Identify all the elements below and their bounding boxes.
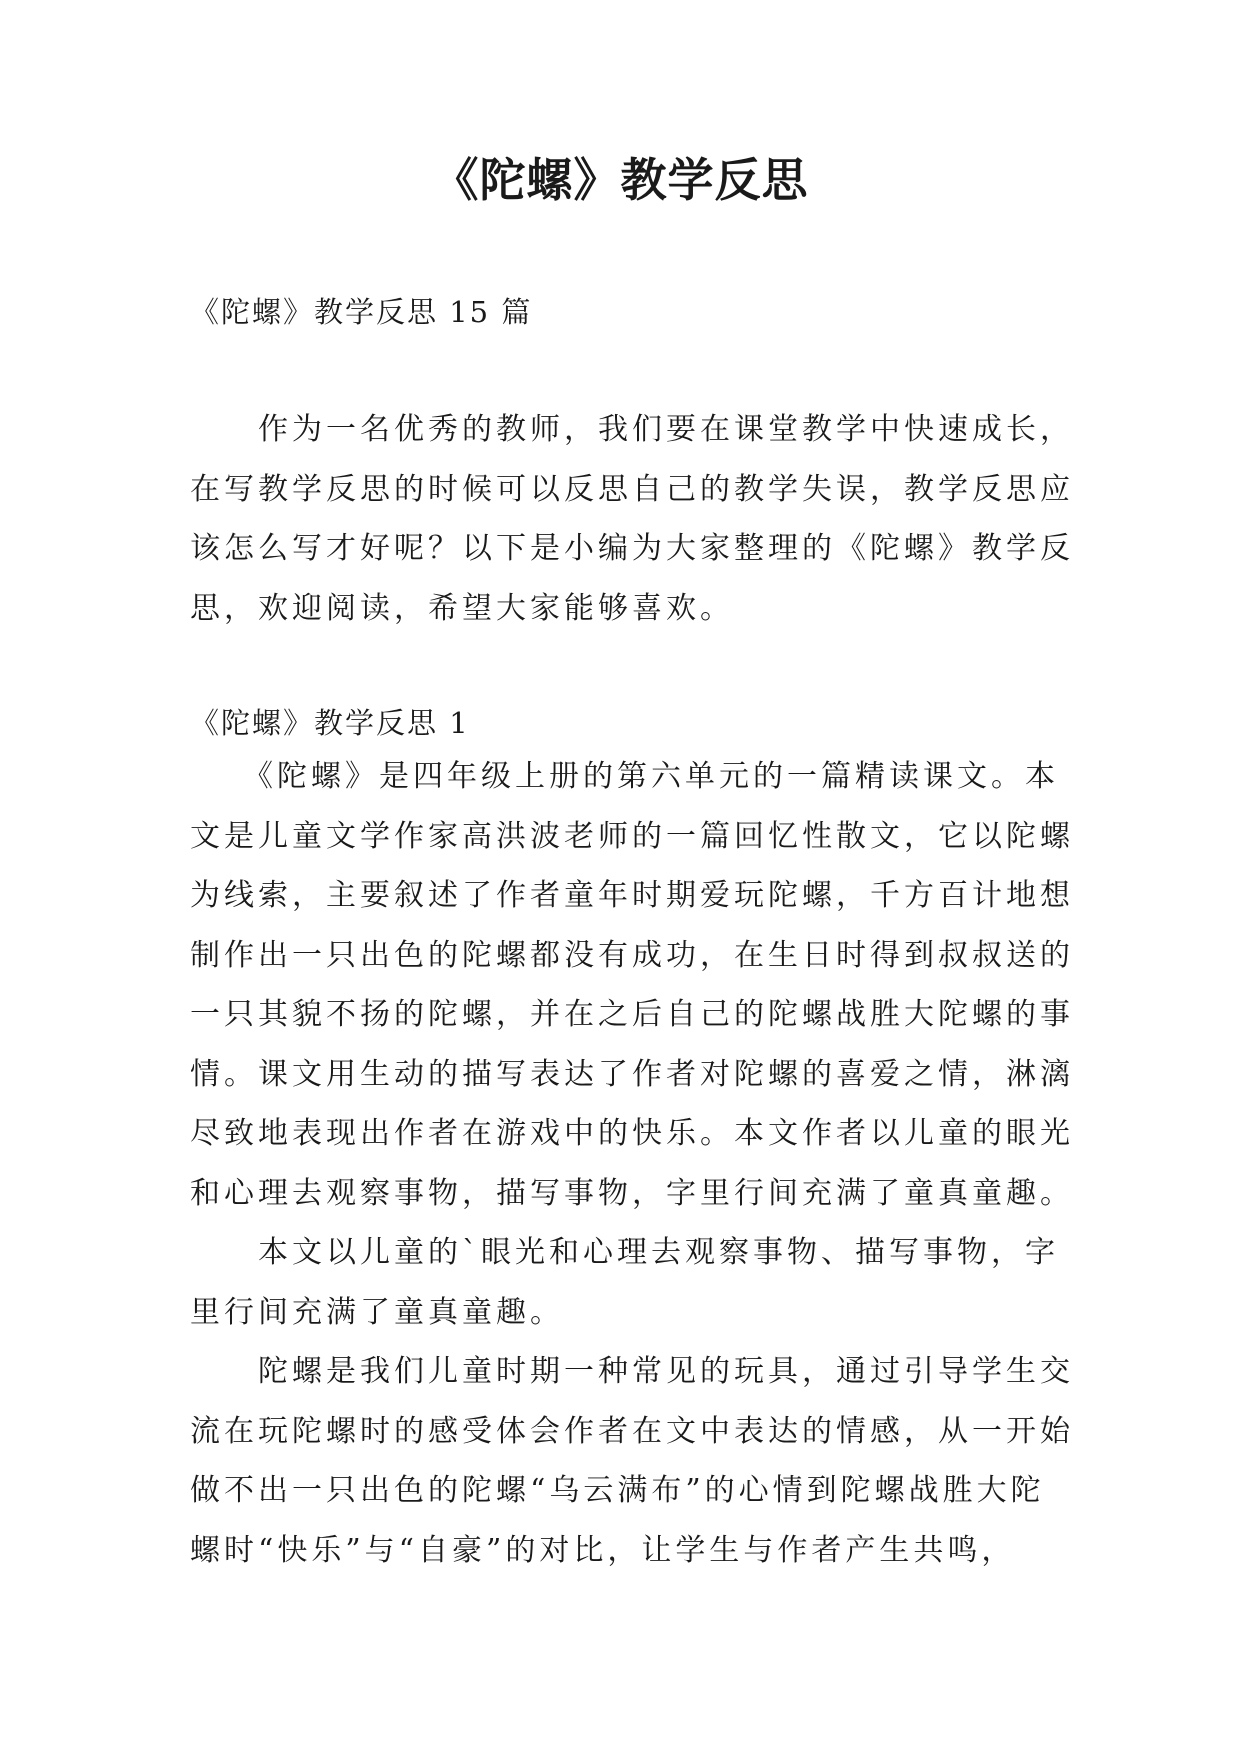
body-line: 陀螺是我们儿童时期一种常见的玩具，通过引导学生交 bbox=[190, 1354, 1074, 1389]
intro-line: 该怎么写才好呢？以下是小编为大家整理的《陀螺》教学反 bbox=[190, 531, 1074, 566]
intro-line: 思，欢迎阅读，希望大家能够喜欢。 bbox=[190, 590, 734, 626]
body-line: 情。课文用生动的描写表达了作者对陀螺的喜爱之情，淋漓 bbox=[190, 1056, 1074, 1092]
body-line: 螺时“快乐”与“自豪”的对比，让学生与作者产生共鸣， bbox=[190, 1532, 1016, 1568]
body-line: 《陀螺》是四年级上册的第六单元的一篇精读课文。本 bbox=[190, 759, 1059, 794]
section-body bbox=[190, 747, 1074, 1580]
body-line: 为线索，主要叙述了作者童年时期爱玩陀螺，千方百计地想 bbox=[190, 878, 1074, 913]
body-line: 里行间充满了童真童趣。 bbox=[190, 1294, 564, 1330]
body-line: 一只其貌不扬的陀螺，并在之后自己的陀螺战胜大陀螺的事 bbox=[190, 997, 1074, 1032]
body-line: 做不出一只出色的陀螺“乌云满布”的心情到陀螺战胜大陀 bbox=[190, 1473, 1045, 1508]
document-subtitle: 《陀螺》教学反思 15 篇 bbox=[190, 295, 533, 329]
section-heading: 《陀螺》教学反思 1 bbox=[190, 706, 470, 740]
body-line: 本文以儿童的`眼光和心理去观察事物、描写事物，字 bbox=[190, 1235, 1059, 1270]
body-line: 文是儿童文学作家高洪波老师的一篇回忆性散文，它以陀螺 bbox=[190, 818, 1074, 854]
intro-paragraph bbox=[190, 400, 1074, 638]
body-line: 流在玩陀螺时的感受体会作者在文中表达的情感，从一开始 bbox=[190, 1413, 1074, 1449]
body-line: 制作出一只出色的陀螺都没有成功，在生日时得到叔叔送的 bbox=[190, 937, 1074, 973]
intro-line: 作为一名优秀的教师，我们要在课堂教学中快速成长， bbox=[190, 412, 1074, 447]
body-line: 尽致地表现出作者在游戏中的快乐。本文作者以儿童的眼光 bbox=[190, 1116, 1074, 1151]
intro-line: 在写教学反思的时候可以反思自己的教学失误，教学反思应 bbox=[190, 471, 1074, 507]
body-line: 和心理去观察事物，描写事物，字里行间充满了童真童趣。 bbox=[190, 1175, 1074, 1211]
document-title: 《陀螺》教学反思 bbox=[432, 153, 809, 207]
